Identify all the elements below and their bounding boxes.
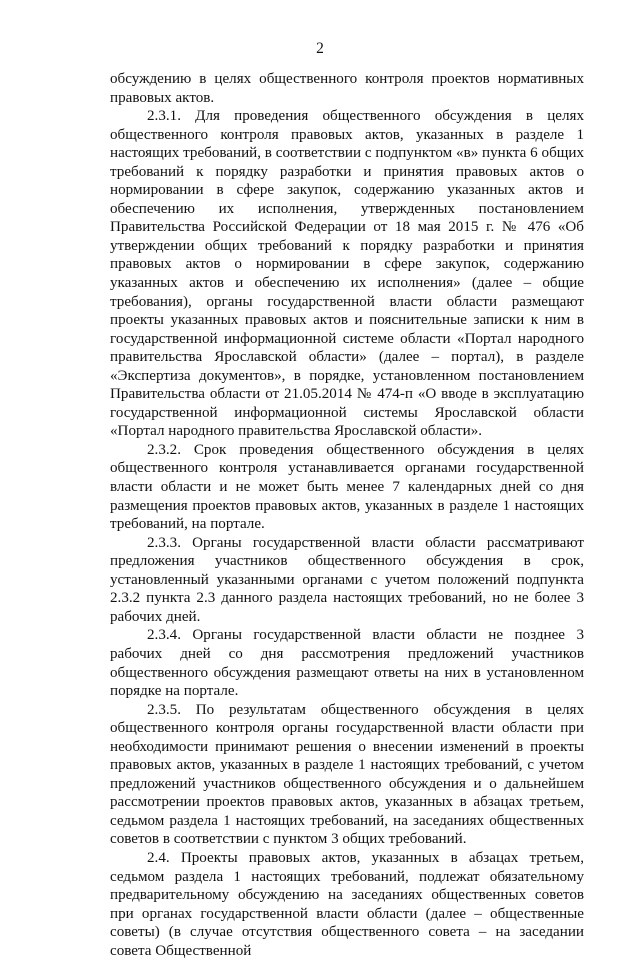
document-body bbox=[110, 70, 584, 960]
paragraph-2-3-4: 2.3.4. Органы государственной власти области не позднее 3 рабочих дней со дня рассмотрения предложений участников общественного обсуждения размещают ответы на них в установленном порядке на портале. bbox=[110, 627, 584, 700]
paragraph-continuation: обсуждению в целях общественного контроля проектов нормативных правовых актов. bbox=[110, 71, 584, 106]
paragraph-2-3-5: 2.3.5. По результатам общественного обсуждения в целях общественного контроля органы государственной власти области при необходимости принимают решения о внесении изменений в проекты правовых актов, указанных в разделе 1 настоящих требований, с учетом предложений участников общественного обсуждения и о дальнейшем рассмотрении проектов правовых актов, указанных в абзацах третьем, седьмом раздела 1 настоящих требований, на заседаниях общественных советов в соответствии с пунктом 3 общих требований. bbox=[110, 701, 584, 848]
paragraph-2-4: 2.4. Проекты правовых актов, указанных в абзацах третьем, седьмом раздела 1 настоящих требований, подлежат обязательному предварительному обсуждению на заседаниях общественных советов при органах государственной власти области (далее – общественные советы) (в случае отсутствия общественного совета – на заседании совета Общественной bbox=[110, 849, 584, 959]
page-number: 2 bbox=[316, 40, 324, 57]
paragraph-2-3-2: 2.3.2. Срок проведения общественного обсуждения в целях общественного контроля устанавливается органами государственной власти области и не может быть менее 7 календарных дней со дня размещения проектов правовых актов, указанных в разделе 1 настоящих требований, на портале. bbox=[110, 441, 584, 533]
paragraph-2-3-1: 2.3.1. Для проведения общественного обсуждения в целях общественного контроля правовых актов, указанных в разделе 1 настоящих требований, в соответствии с подпунктом «в» пункта 6 общих требований к порядку разработки и принятия правовых актов о нормировании в сфере закупок, содержанию указанных актов и обеспечению их исполнения, утвержденных постановлением Правительства Российской Федерации от 18 мая 2015 г. № 476 «Об утверждении общих требований к порядку разработки и принятия правовых актов о нормировании в сфере закупок, содержанию указанных актов и обеспечению их исполнения» (далее – общие требования), органы государственной власти области размещают проекты указанных правовых актов и пояснительные записки к ним в государственной информационной системе области «Портал народного правительства Ярославской области» (далее – портал), в разделе «Экспертиза документов», в порядке, установленном постановлением Правительства области от 21.05.2014 № 474-п «О вводе в эксплуатацию государственной информационной системы Ярославской области «Портал народного правительства Ярославской области». bbox=[110, 108, 584, 440]
paragraph-2-3-3: 2.3.3. Органы государственной власти области рассматривают предложения участников общественного обсуждения в срок, установленный указанными органами с учетом положений подпункта 2.3.2 пункта 2.3 данного раздела настоящих требований, но не более 3 рабочих дней. bbox=[110, 534, 584, 625]
